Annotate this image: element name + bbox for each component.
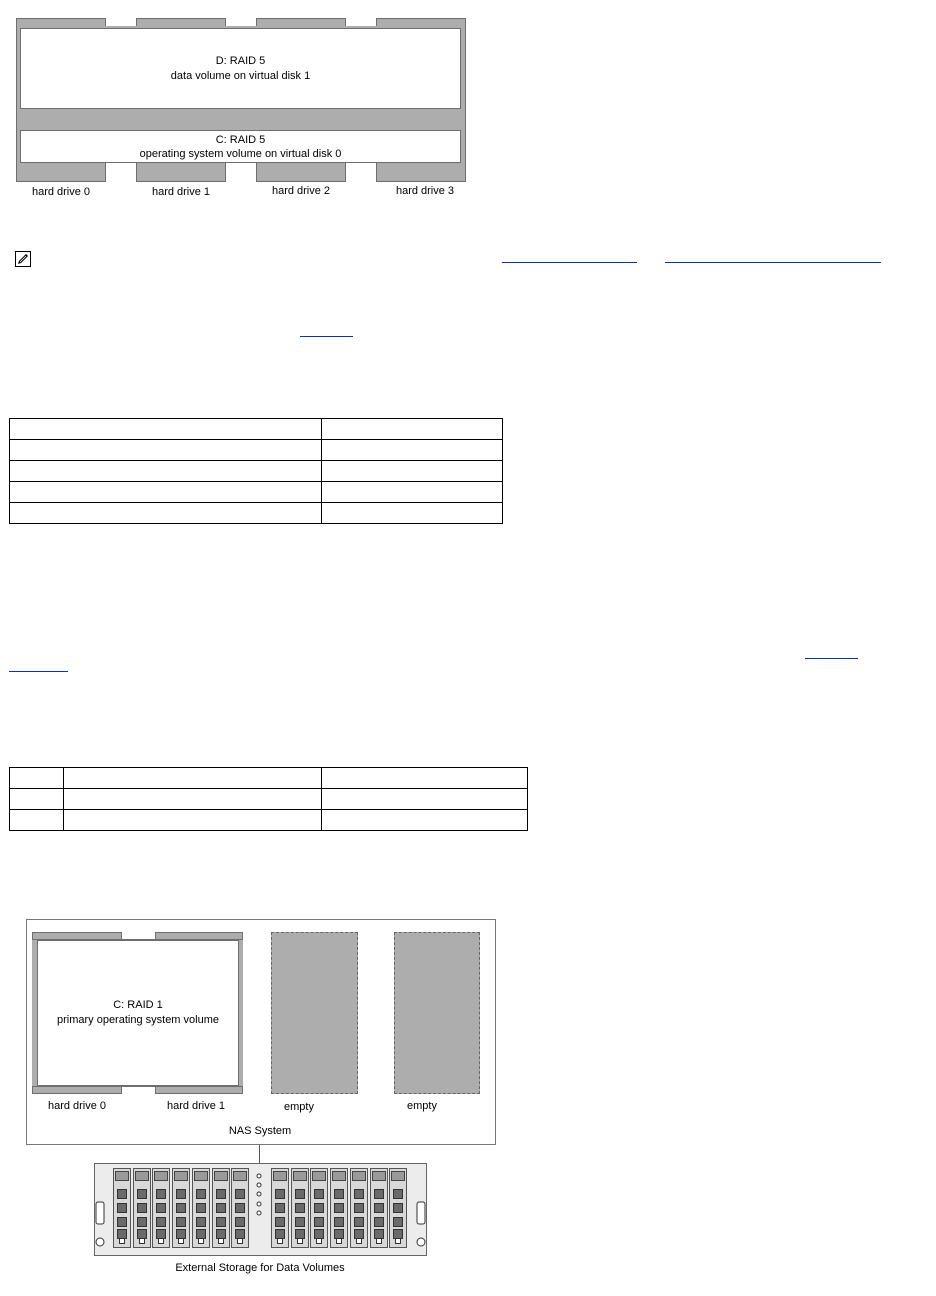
- sled-vent: [393, 1217, 403, 1227]
- sled-vent: [374, 1217, 384, 1227]
- c-raid1-volume: [37, 940, 239, 1086]
- c-raid5-volume: [20, 130, 461, 163]
- drive-sled: [310, 1168, 328, 1248]
- sled-vent: [334, 1189, 344, 1199]
- sled-vent: [117, 1189, 127, 1199]
- external-storage-label: External Storage for Data Volumes: [175, 1262, 345, 1274]
- sled-vent: [117, 1217, 127, 1227]
- sled-vent: [275, 1189, 285, 1199]
- sled-led: [395, 1238, 401, 1244]
- sled-handle: [312, 1171, 326, 1181]
- sled-led: [158, 1238, 164, 1244]
- sled-vent: [235, 1189, 245, 1199]
- c-volume-title: C: RAID 5: [215, 133, 266, 146]
- sled-led: [119, 1238, 125, 1244]
- sled-handle: [194, 1171, 208, 1181]
- sled-led: [237, 1238, 243, 1244]
- sled-vent: [176, 1217, 186, 1227]
- sled-vent: [295, 1203, 305, 1213]
- table-row: [10, 789, 528, 810]
- sled-handle: [372, 1171, 386, 1181]
- drive-sled: [172, 1168, 190, 1248]
- sled-vent: [393, 1203, 403, 1213]
- sled-vent: [216, 1203, 226, 1213]
- sled-vent: [275, 1217, 285, 1227]
- note-pencil-icon: [15, 251, 31, 267]
- drive-sled: [291, 1168, 309, 1248]
- sled-handle: [135, 1171, 149, 1181]
- sled-handle: [391, 1171, 405, 1181]
- paragraph-link-1[interactable]: [300, 336, 353, 337]
- sled-handle: [352, 1171, 366, 1181]
- drive-sled: [389, 1168, 407, 1248]
- raid1-volume-title: C: RAID 1: [113, 999, 163, 1011]
- paragraph-link-2a[interactable]: [805, 658, 858, 659]
- note-link-1[interactable]: [502, 262, 637, 263]
- table-2: [9, 767, 528, 831]
- sled-handle: [174, 1171, 188, 1181]
- table-row: [10, 461, 503, 482]
- nas-drive-label-1: hard drive 1: [166, 1100, 226, 1112]
- table-row: [10, 810, 528, 831]
- table-row: [10, 482, 503, 503]
- sled-handle: [293, 1171, 307, 1181]
- sled-vent: [156, 1189, 166, 1199]
- drive-sled: [370, 1168, 388, 1248]
- drive-sled: [113, 1168, 131, 1248]
- sled-vent: [137, 1203, 147, 1213]
- drive-sled: [133, 1168, 151, 1248]
- sled-vent: [334, 1217, 344, 1227]
- drive-sled: [212, 1168, 230, 1248]
- drive-sled: [330, 1168, 348, 1248]
- sled-vent: [196, 1189, 206, 1199]
- drive-label-3: hard drive 3: [395, 185, 455, 197]
- sled-led: [277, 1238, 283, 1244]
- table-row: [10, 419, 503, 440]
- empty-bay-2: [394, 932, 480, 1094]
- sled-led: [198, 1238, 204, 1244]
- sled-vent: [176, 1203, 186, 1213]
- sled-handle: [214, 1171, 228, 1181]
- drive-sled: [192, 1168, 210, 1248]
- empty-bay-1: [271, 932, 358, 1094]
- sled-led: [178, 1238, 184, 1244]
- drive-label-2: hard drive 2: [271, 185, 331, 197]
- sled-vent: [196, 1217, 206, 1227]
- sled-led: [218, 1238, 224, 1244]
- sled-led: [316, 1238, 322, 1244]
- sled-vent: [137, 1189, 147, 1199]
- nas-drive-label-0: hard drive 0: [47, 1100, 107, 1112]
- drive-sled: [231, 1168, 249, 1248]
- table-1: [9, 418, 503, 524]
- d-volume-desc: data volume on virtual disk 1: [170, 69, 311, 82]
- sled-handle: [154, 1171, 168, 1181]
- sled-vent: [295, 1189, 305, 1199]
- sled-vent: [156, 1217, 166, 1227]
- sled-vent: [314, 1189, 324, 1199]
- sled-vent: [216, 1189, 226, 1199]
- table-row: [10, 503, 503, 524]
- sled-handle: [273, 1171, 287, 1181]
- drive-label-0: hard drive 0: [31, 186, 91, 198]
- nas-drive-label-3: empty: [407, 1100, 437, 1112]
- sled-vent: [137, 1217, 147, 1227]
- drive-sled: [152, 1168, 170, 1248]
- sled-vent: [314, 1217, 324, 1227]
- table-row: [10, 440, 503, 461]
- sled-vent: [117, 1203, 127, 1213]
- sled-vent: [176, 1189, 186, 1199]
- note-link-2[interactable]: [665, 262, 881, 263]
- nas-drive-label-2: empty: [284, 1101, 314, 1113]
- sled-led: [336, 1238, 342, 1244]
- sled-vent: [156, 1203, 166, 1213]
- drive-sled: [350, 1168, 368, 1248]
- sled-led: [376, 1238, 382, 1244]
- sled-vent: [235, 1217, 245, 1227]
- sled-vent: [354, 1189, 364, 1199]
- c-volume-desc: operating system volume on virtual disk 0: [139, 147, 342, 160]
- sled-vent: [314, 1203, 324, 1213]
- drive-sled: [271, 1168, 289, 1248]
- sled-vent: [393, 1189, 403, 1199]
- sled-vent: [374, 1203, 384, 1213]
- paragraph-link-2b[interactable]: [9, 671, 68, 672]
- sled-vent: [275, 1203, 285, 1213]
- sled-vent: [354, 1203, 364, 1213]
- sled-handle: [233, 1171, 247, 1181]
- sled-handle: [332, 1171, 346, 1181]
- d-raid5-volume: [20, 28, 461, 109]
- sled-handle: [115, 1171, 129, 1181]
- sled-led: [297, 1238, 303, 1244]
- connector-line: [259, 1145, 260, 1164]
- sled-vent: [374, 1189, 384, 1199]
- sled-led: [139, 1238, 145, 1244]
- nas-system-label: NAS System: [228, 1125, 292, 1137]
- table-row: [10, 768, 528, 789]
- sled-led: [356, 1238, 362, 1244]
- sled-vent: [295, 1217, 305, 1227]
- sled-vent: [216, 1217, 226, 1227]
- sled-vent: [235, 1203, 245, 1213]
- drive-label-1: hard drive 1: [151, 186, 211, 198]
- d-volume-title: D: RAID 5: [215, 54, 266, 67]
- sled-vent: [334, 1203, 344, 1213]
- sled-vent: [196, 1203, 206, 1213]
- raid1-volume-desc: primary operating system volume: [56, 1014, 219, 1026]
- sled-vent: [354, 1217, 364, 1227]
